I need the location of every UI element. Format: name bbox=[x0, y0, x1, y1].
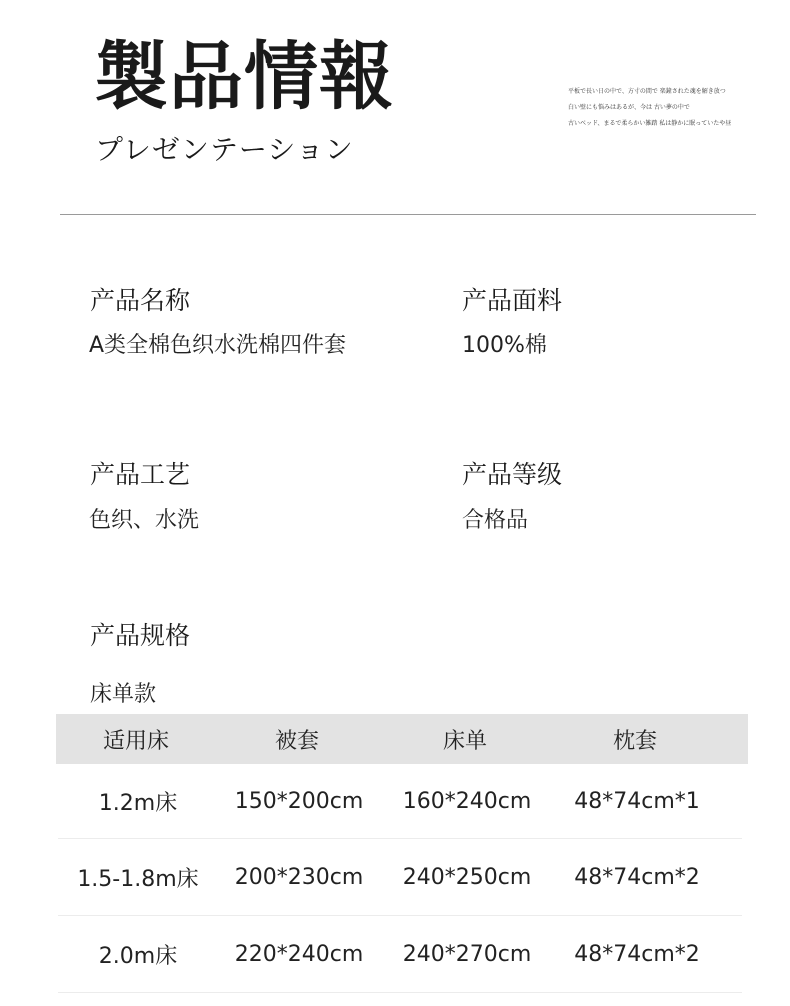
cell-duvet-size: 200*230cm bbox=[234, 864, 364, 890]
product-name-value: A类全棉色织水洗棉四件套 bbox=[89, 333, 347, 358]
spec-table bbox=[56, 714, 748, 993]
cell-pillowcase-size: 48*74cm*1 bbox=[574, 788, 700, 814]
product-fabric-value: 100%棉 bbox=[462, 333, 547, 358]
cell-bed-size: 2.0m床 bbox=[98, 943, 178, 969]
cell-pillowcase-size: 48*74cm*2 bbox=[574, 864, 700, 890]
product-craft-label: 产品工艺 bbox=[90, 460, 191, 489]
cell-duvet-size: 220*240cm bbox=[234, 941, 364, 967]
product-name-label: 产品名称 bbox=[90, 286, 191, 315]
cell-bed-size: 1.2m床 bbox=[98, 790, 178, 816]
page-subtitle: プレゼンテーション bbox=[95, 133, 354, 166]
cell-pillowcase-size: 48*74cm*2 bbox=[574, 941, 700, 967]
cell-bed-size: 1.5-1.8m床 bbox=[77, 866, 199, 892]
table-row bbox=[58, 916, 742, 993]
tiny-line: 古いベッド、まるで柔らかい雑踏 私は静かに眠っていたや昼 bbox=[568, 120, 732, 127]
product-spec-label: 产品规格 bbox=[90, 621, 191, 650]
header-cell-bed: 适用床 bbox=[102, 728, 169, 754]
product-fabric-label: 产品面料 bbox=[462, 286, 563, 315]
tiny-line: 白い壁にも悩みはあるが、今は 古い夢の中で bbox=[568, 104, 690, 111]
product-spec-subtitle: 床单款 bbox=[90, 682, 157, 707]
table-header bbox=[56, 714, 748, 764]
header-cell-duvet: 被套 bbox=[274, 728, 319, 754]
section-divider bbox=[60, 214, 756, 215]
header-cell-pillowcase: 枕套 bbox=[612, 728, 657, 754]
product-craft-value: 色织、水洗 bbox=[89, 508, 200, 533]
cell-sheet-size: 240*250cm bbox=[402, 864, 532, 890]
cell-sheet-size: 240*270cm bbox=[402, 941, 532, 967]
cell-sheet-size: 160*240cm bbox=[402, 788, 532, 814]
product-grade-label: 产品等级 bbox=[462, 460, 563, 489]
cell-duvet-size: 150*200cm bbox=[234, 788, 364, 814]
tiny-line: 平板で長い日の中で、方寸の間で 楽鐘された魂を解き放つ bbox=[568, 88, 726, 95]
tiny-description bbox=[568, 84, 748, 132]
product-grade-value: 合格品 bbox=[462, 508, 529, 533]
page-title: 製品情報 bbox=[94, 34, 394, 120]
table-row bbox=[58, 764, 742, 839]
header-cell-sheet: 床单 bbox=[442, 728, 487, 754]
table-row bbox=[58, 839, 742, 916]
